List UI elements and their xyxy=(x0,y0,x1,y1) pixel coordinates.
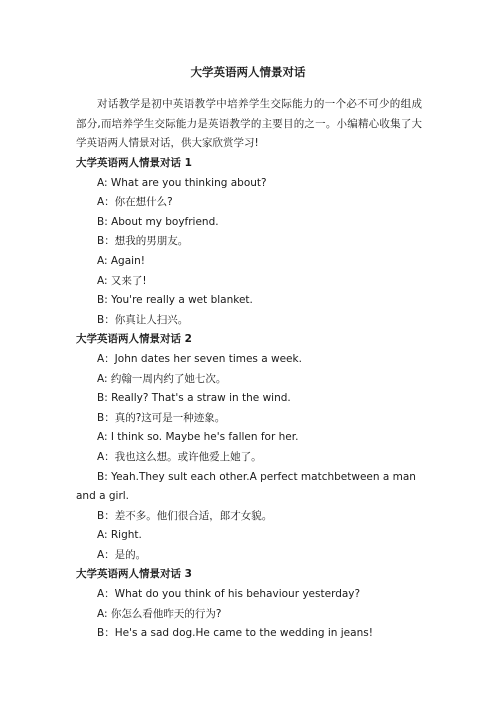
dialogue-line: A: Right. xyxy=(97,529,142,542)
dialogue-line: B：你真让人扫兴。 xyxy=(97,313,189,326)
dialogue-line: A：是的。 xyxy=(97,548,147,561)
dialogue-line: A: 又来了! xyxy=(97,274,147,287)
dialogue-line: B: You're really a wet blanket. xyxy=(97,294,253,307)
section-heading-3: 大学英语两人情景对话 3 xyxy=(76,568,192,581)
dialogue-line: B：真的?这可是一种迹象。 xyxy=(97,411,226,424)
dialogue-line: B：想我的男朋友。 xyxy=(97,235,189,248)
dialogue-line: A: 约翰一周内约了她七次。 xyxy=(97,372,227,385)
dialogue-line: A: I think so. Maybe he's fallen for her. xyxy=(97,431,299,444)
dialogue-line: B: About my boyfriend. xyxy=(97,215,219,228)
dialogue-line: A：我也这么想。或许他爱上她了。 xyxy=(97,450,262,463)
dialogue-content xyxy=(76,154,422,644)
dialogue-line: B: Yeah.They sult each other.A perfect matchbetween a man and a girl. xyxy=(76,470,416,503)
section-heading-1: 大学英语两人情景对话 1 xyxy=(76,157,192,169)
dialogue-line: A: Again! xyxy=(97,254,145,267)
dialogue-line: A: What are you thinking about? xyxy=(97,176,267,189)
document-title: 大学英语两人情景对话 xyxy=(190,65,306,79)
dialogue-line: A：John dates her seven times a week. xyxy=(97,352,302,365)
dialogue-line: A: 你怎么看他昨天的行为? xyxy=(97,607,222,620)
intro-paragraph: 对话教学是初中英语教学中培养学生交际能力的一个必不可少的组成部分,而培养学生交际能力是英语教学的主要目的之一。小编精心收集了大学英语两人情景对话，供大家欣赏学习! xyxy=(76,98,422,150)
dialogue-line: B: Really? That's a straw in the wind. xyxy=(97,392,291,405)
dialogue-line: A：你在想什么? xyxy=(97,196,173,209)
dialogue-line: A：What do you think of his behaviour yesterday? xyxy=(97,588,361,601)
dialogue-line: B：差不多。他们很合适，郎才女貌。 xyxy=(97,509,273,522)
dialogue-line: B：He's a sad dog.He came to the wedding in jeans! xyxy=(97,627,373,640)
section-heading-2: 大学英语两人情景对话 2 xyxy=(76,333,192,346)
